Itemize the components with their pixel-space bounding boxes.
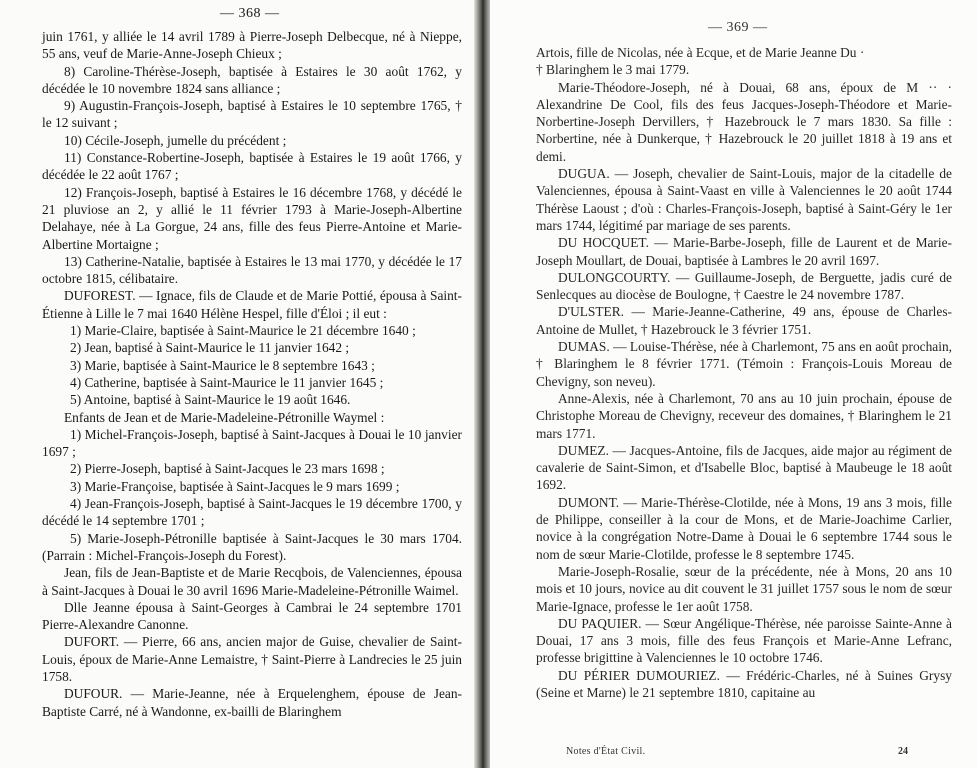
- paragraph: 2) Pierre-Joseph, baptisé à Saint-Jacques le 23 mars 1698 ;: [70, 461, 385, 477]
- paragraph: DUMONT. — Marie-Thérèse-Clotilde, née à Mons, 19 ans 3 mois, fille de Philippe, conseiller à la cour de Mons, et de Marie-Joachime Carlier, novice à la congrégation Notre-Dame à Douai le 6 septembre 1744 sous le nom de sœur Marie-Clotilde, professe le 8 septembre 1745.: [536, 494, 952, 562]
- paragraph: DU PAQUIER. — Sœur Angélique-Thérèse, née paroisse Sainte-Anne à Douai, 17 ans 3 mois, fille des feus François et Marie-Anne Lefranc, professe brigittine à Valenciennes le 10 octobre 1746.: [536, 615, 952, 666]
- paragraph: 11) Constance-Robertine-Joseph, baptisée à Estaires le 19 août 1766, y décédée le 22 août 1767 ;: [42, 150, 462, 183]
- paragraph: 12) François-Joseph, baptisé à Estaires le 16 décembre 1768, y décédé le 21 pluviose an 2, y allié le 11 février 1793 à Marie-Joseph-Albertine Delahaye, née à La Gorgue, 24 ans, fille des feus Pierre-Antoine et Marie-Albertine Mortaigne ;: [42, 184, 462, 252]
- paragraph: DU HOCQUET. — Marie-Barbe-Joseph, fille de Laurent et de Marie-Joseph Moullart, de Douai, baptisée à Lambres le 20 avril 1697.: [536, 235, 952, 268]
- left-page-text: [42, 28, 462, 720]
- paragraph: 5) Antoine, baptisé à Saint-Maurice le 19 août 1646.: [70, 392, 351, 408]
- paragraph: DUGUA. — Joseph, chevalier de Saint-Louis, major de la citadelle de Valenciennes, épousa à Saint-Vaast en ville à Valenciennes le 20 août 1744 Thérèse Laoust ; d'où : Charles-François-Joseph, baptisé à Saint-Géry le 1er mars 1744, légitimé par mariage de ses parents.: [536, 166, 952, 233]
- page-number-left: — 368 —: [220, 6, 280, 21]
- paragraph: 9) Augustin-François-Joseph, baptisé à Estaires le 10 septembre 1765, † le 12 suivant ;: [42, 98, 462, 131]
- paragraph: Enfants de Jean et de Marie-Madeleine-Pétronille Waymel :: [64, 409, 385, 425]
- paragraph: 13) Catherine-Natalie, baptisée à Estaires le 13 mai 1770, y décédée le 17 octobre 1815, célibataire.: [42, 253, 462, 287]
- paragraph: Artois, fille de Nicolas, née à Ecque, et de Marie Jeanne Du ·: [536, 45, 865, 60]
- paragraph: DUFOREST. — Ignace, fils de Claude et de Marie Pottié, épousa à Saint-Étienne à Lille le 7 mai 1640 Hélène Hespel, fille d'Éloi ; il eut :: [42, 288, 462, 321]
- paragraph: 5) Marie-Joseph-Pétronille baptisée à Saint-Jacques le 30 mars 1704. (Parrain : Michel-François-Joseph du Forest).: [42, 530, 462, 563]
- paragraph: DUFOUR. — Marie-Jeanne, née à Erquelenghem, épouse de Jean-Baptiste Carré, né à Wandonne, ex-bailli de Blaringhem: [42, 686, 462, 719]
- paragraph: juin 1761, y alliée le 14 avril 1789 à Pierre-Joseph Delbecque, né à Nieppe, 55 ans, veuf de Marie-Anne-Joseph Chieux ;: [42, 29, 462, 62]
- paragraph: DUMEZ. — Jacques-Antoine, fils de Jacques, aide major au régiment de cavalerie de Saint-Simon, et d'Isabelle Bloc, baptisé à Maubeuge le 18 août 1692.: [536, 442, 952, 493]
- right-page: [490, 0, 977, 768]
- paragraph: Jean, fils de Jean-Baptiste et de Marie Recqbois, de Valenciennes, épousa à Saint-Jacques à Douai le 30 avril 1696 Marie-Madeleine-Pétronille Waimel.: [42, 565, 462, 598]
- paragraph: Marie-Théodore-Joseph, né à Douai, 68 ans, époux de M ·· · Alexandrine De Cool, fils des feus Jacques-Joseph-Théodore et Marie-Norbertine-Joseph Dervillers, † Hazebrouck le 7 mars 1830. Sa fille : Norbertine, née à Dunkerque, † Hazebrouck le 20 juillet 1818 à 19 ans et demi.: [536, 79, 952, 164]
- paragraph: 4) Catherine, baptisée à Saint-Maurice le 11 janvier 1645 ;: [70, 374, 384, 390]
- page-number-right: — 369 —: [708, 20, 768, 35]
- paragraph: 1) Marie-Claire, baptisée à Saint-Maurice le 21 décembre 1640 ;: [70, 323, 416, 339]
- paragraph: † Blaringhem le 3 mai 1779.: [536, 62, 690, 78]
- footer-title: Notes d'État Civil.: [566, 746, 646, 757]
- footer-signature: 24: [898, 746, 908, 757]
- paragraph: DULONGCOURTY. — Guillaume-Joseph, de Berguette, jadis curé de Senlecques au diocèse de Boulogne, † Caestre le 24 novembre 1787.: [536, 269, 952, 303]
- paragraph: DUMAS. — Louise-Thérèse, née à Charlemont, 75 ans en août prochain, † Blaringhem le 8 février 1771. (Témoin : François-Louis Moreau de Chevigny, son neveu).: [536, 339, 952, 389]
- paragraph: 2) Jean, baptisé à Saint-Maurice le 11 janvier 1642 ;: [70, 340, 350, 356]
- paragraph: DUFORT. — Pierre, 66 ans, ancien major de Guise, chevalier de Saint-Louis, époux de Marie-Anne Lemaistre, † Saint-Pierre à Landrecies le 25 juin 1758.: [42, 634, 462, 684]
- paragraph: Anne-Alexis, née à Charlemont, 70 ans au 10 juin prochain, épouse de Christophe Moreau de Chevigny, receveur des domaines, † Blaringhem le 21 mars 1771.: [536, 390, 952, 441]
- paragraph: 10) Cécile-Joseph, jumelle du précédent ;: [64, 132, 287, 148]
- paragraph: D'ULSTER. — Marie-Jeanne-Catherine, 49 ans, épouse de Charles-Antoine de Mullet, † Hazebrouck le 3 février 1751.: [536, 304, 952, 337]
- right-page-text: [536, 44, 952, 701]
- paragraph: 3) Marie-Françoise, baptisée à Saint-Jacques le 9 mars 1699 ;: [70, 478, 400, 494]
- paragraph: 8) Caroline-Thérèse-Joseph, baptisée à Estaires le 30 août 1762, y décédée le 10 novembre 1824 sans alliance ;: [42, 63, 462, 96]
- paragraph: Dlle Jeanne épousa à Saint-Georges à Cambrai le 24 septembre 1701 Pierre-Alexandre Canonne.: [42, 599, 462, 633]
- paragraph: 4) Jean-François-Joseph, baptisé à Saint-Jacques le 19 décembre 1700, y décédé le 14 septembre 1701 ;: [42, 496, 462, 529]
- paragraph: 3) Marie, baptisée à Saint-Maurice le 8 septembre 1643 ;: [70, 357, 375, 373]
- paragraph: Marie-Joseph-Rosalie, sœur de la précédente, née à Mons, 20 ans 10 mois et 10 jours, novice au dit couvent le 31 juillet 1757 sous le nom de sœur Marie-Ignace, professe le 1er août 1758.: [536, 563, 952, 614]
- paragraph: 1) Michel-François-Joseph, baptisé à Saint-Jacques à Douai le 10 janvier 1697 ;: [42, 426, 462, 460]
- left-page: [0, 0, 478, 768]
- paragraph: DU PÉRIER DUMOURIEZ. — Frédéric-Charles, né à Suines Grysy (Seine et Marne) le 21 septembre 1810, capitaine au: [536, 667, 952, 700]
